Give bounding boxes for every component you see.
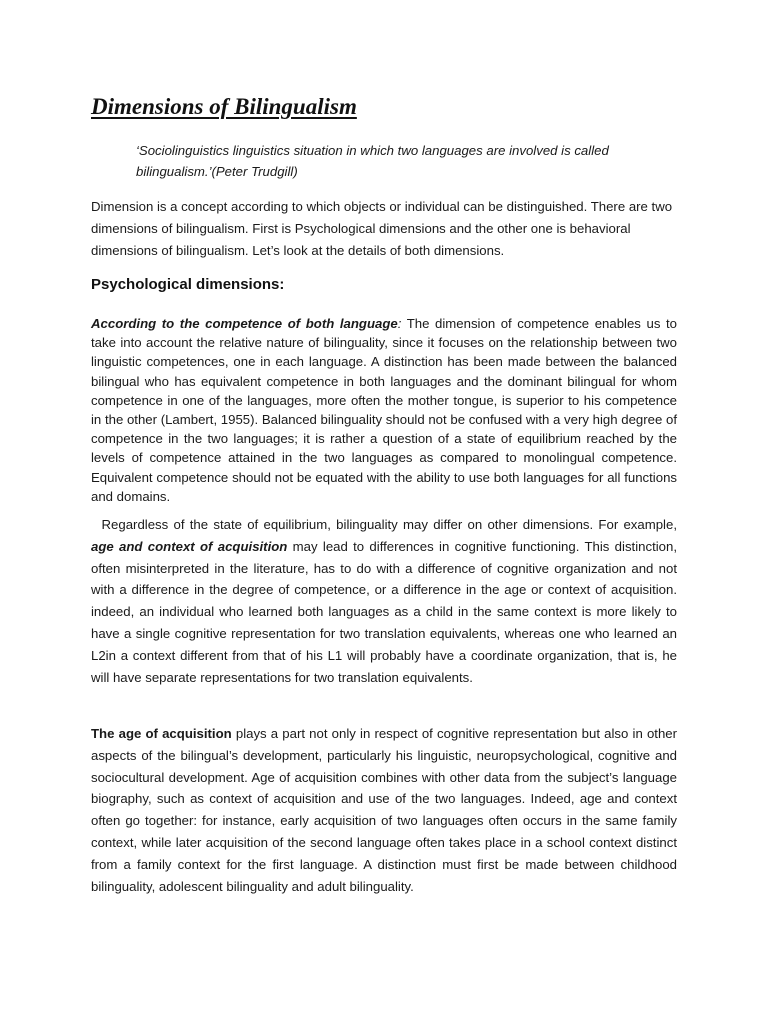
age-body: plays a part not only in respect of cognitive representation but also in other aspects of the bilingual’s development, particularly his linguistic, neuropsychological, cognitive and sociocultural development. Age of acquisition combines with other data from the subject’s language biography, such as context of acquisition and use of the two languages. Indeed, age and context often go together: for instance, early acquisition of two languages often occurs in the same family context, while later acquisition of the second language often takes place in a school context distinct from a family context for the first language. A distinction must first be made between childhood bilinguality, adolescent bilinguality and adult bilinguality. — [91, 726, 678, 894]
age-lead: The age of acquisition — [91, 726, 232, 741]
competence-lead: According to the competence of both language — [91, 316, 398, 331]
competence-body: The dimension of competence enables us to take into account the relative nature of bilinguality, since it focuses on the relationship between two linguistic competences, one in each language. A distinction has been made between the balanced bilingual who has equivalent competence in both languages and the dominant bilingual for whom competence in one of the languages, more often the mother tongue, is superior to his competence in the other (Lambert, 1955). Balanced bilinguality should not be confused with a very high degree of competence in the two languages; it is rather a question of a state of equilibrium reached by the levels of competence attained in the two languages as compared to monolingual competence. Equivalent competence should not be equated with the ability to use both languages for all functions and domains. — [91, 316, 677, 504]
paragraph-age — [91, 723, 677, 897]
context-after: may lead to differences in cognitive functioning. This distinction, often misinterpreted in the literature, has to do with a difference of cognitive organization and not with a difference in the degree of competence, or a difference in the age or context of acquisition. indeed, an individual who learned both languages as a child in the same context is more likely to have a single cognitive representation for two translation equivalents, whereas one who learned an L2in a context different from that of his L1 will probably have a coordinate organization, that is, he will have separate representations for two translation equivalents. — [91, 538, 677, 685]
section-heading-psychological: Psychological dimensions: — [91, 276, 285, 293]
intro-paragraph: Dimension is a concept according to which objects or individual can be distinguished. There are two dimensions of bilingualism. First is Psychological dimensions and the other one is behavioral dimensions of bilingualism. Let’s look at the details of both dimensions. — [91, 199, 673, 258]
context-emphasis: age and context of acquisition — [91, 538, 288, 554]
paragraph-competence — [91, 314, 677, 506]
competence-colon: : — [397, 316, 402, 331]
paragraph-context — [91, 514, 677, 688]
context-before: Regardless of the state of equilibrium, bilinguality may differ on other dimensions. For example, — [101, 517, 677, 532]
document-title: Dimensions of Bilingualism — [91, 94, 357, 119]
epigraph-quote: ‘Sociolinguistics linguistics situation in which two languages are involved is called bilingualism.’(Peter Trudgill) — [136, 143, 609, 179]
